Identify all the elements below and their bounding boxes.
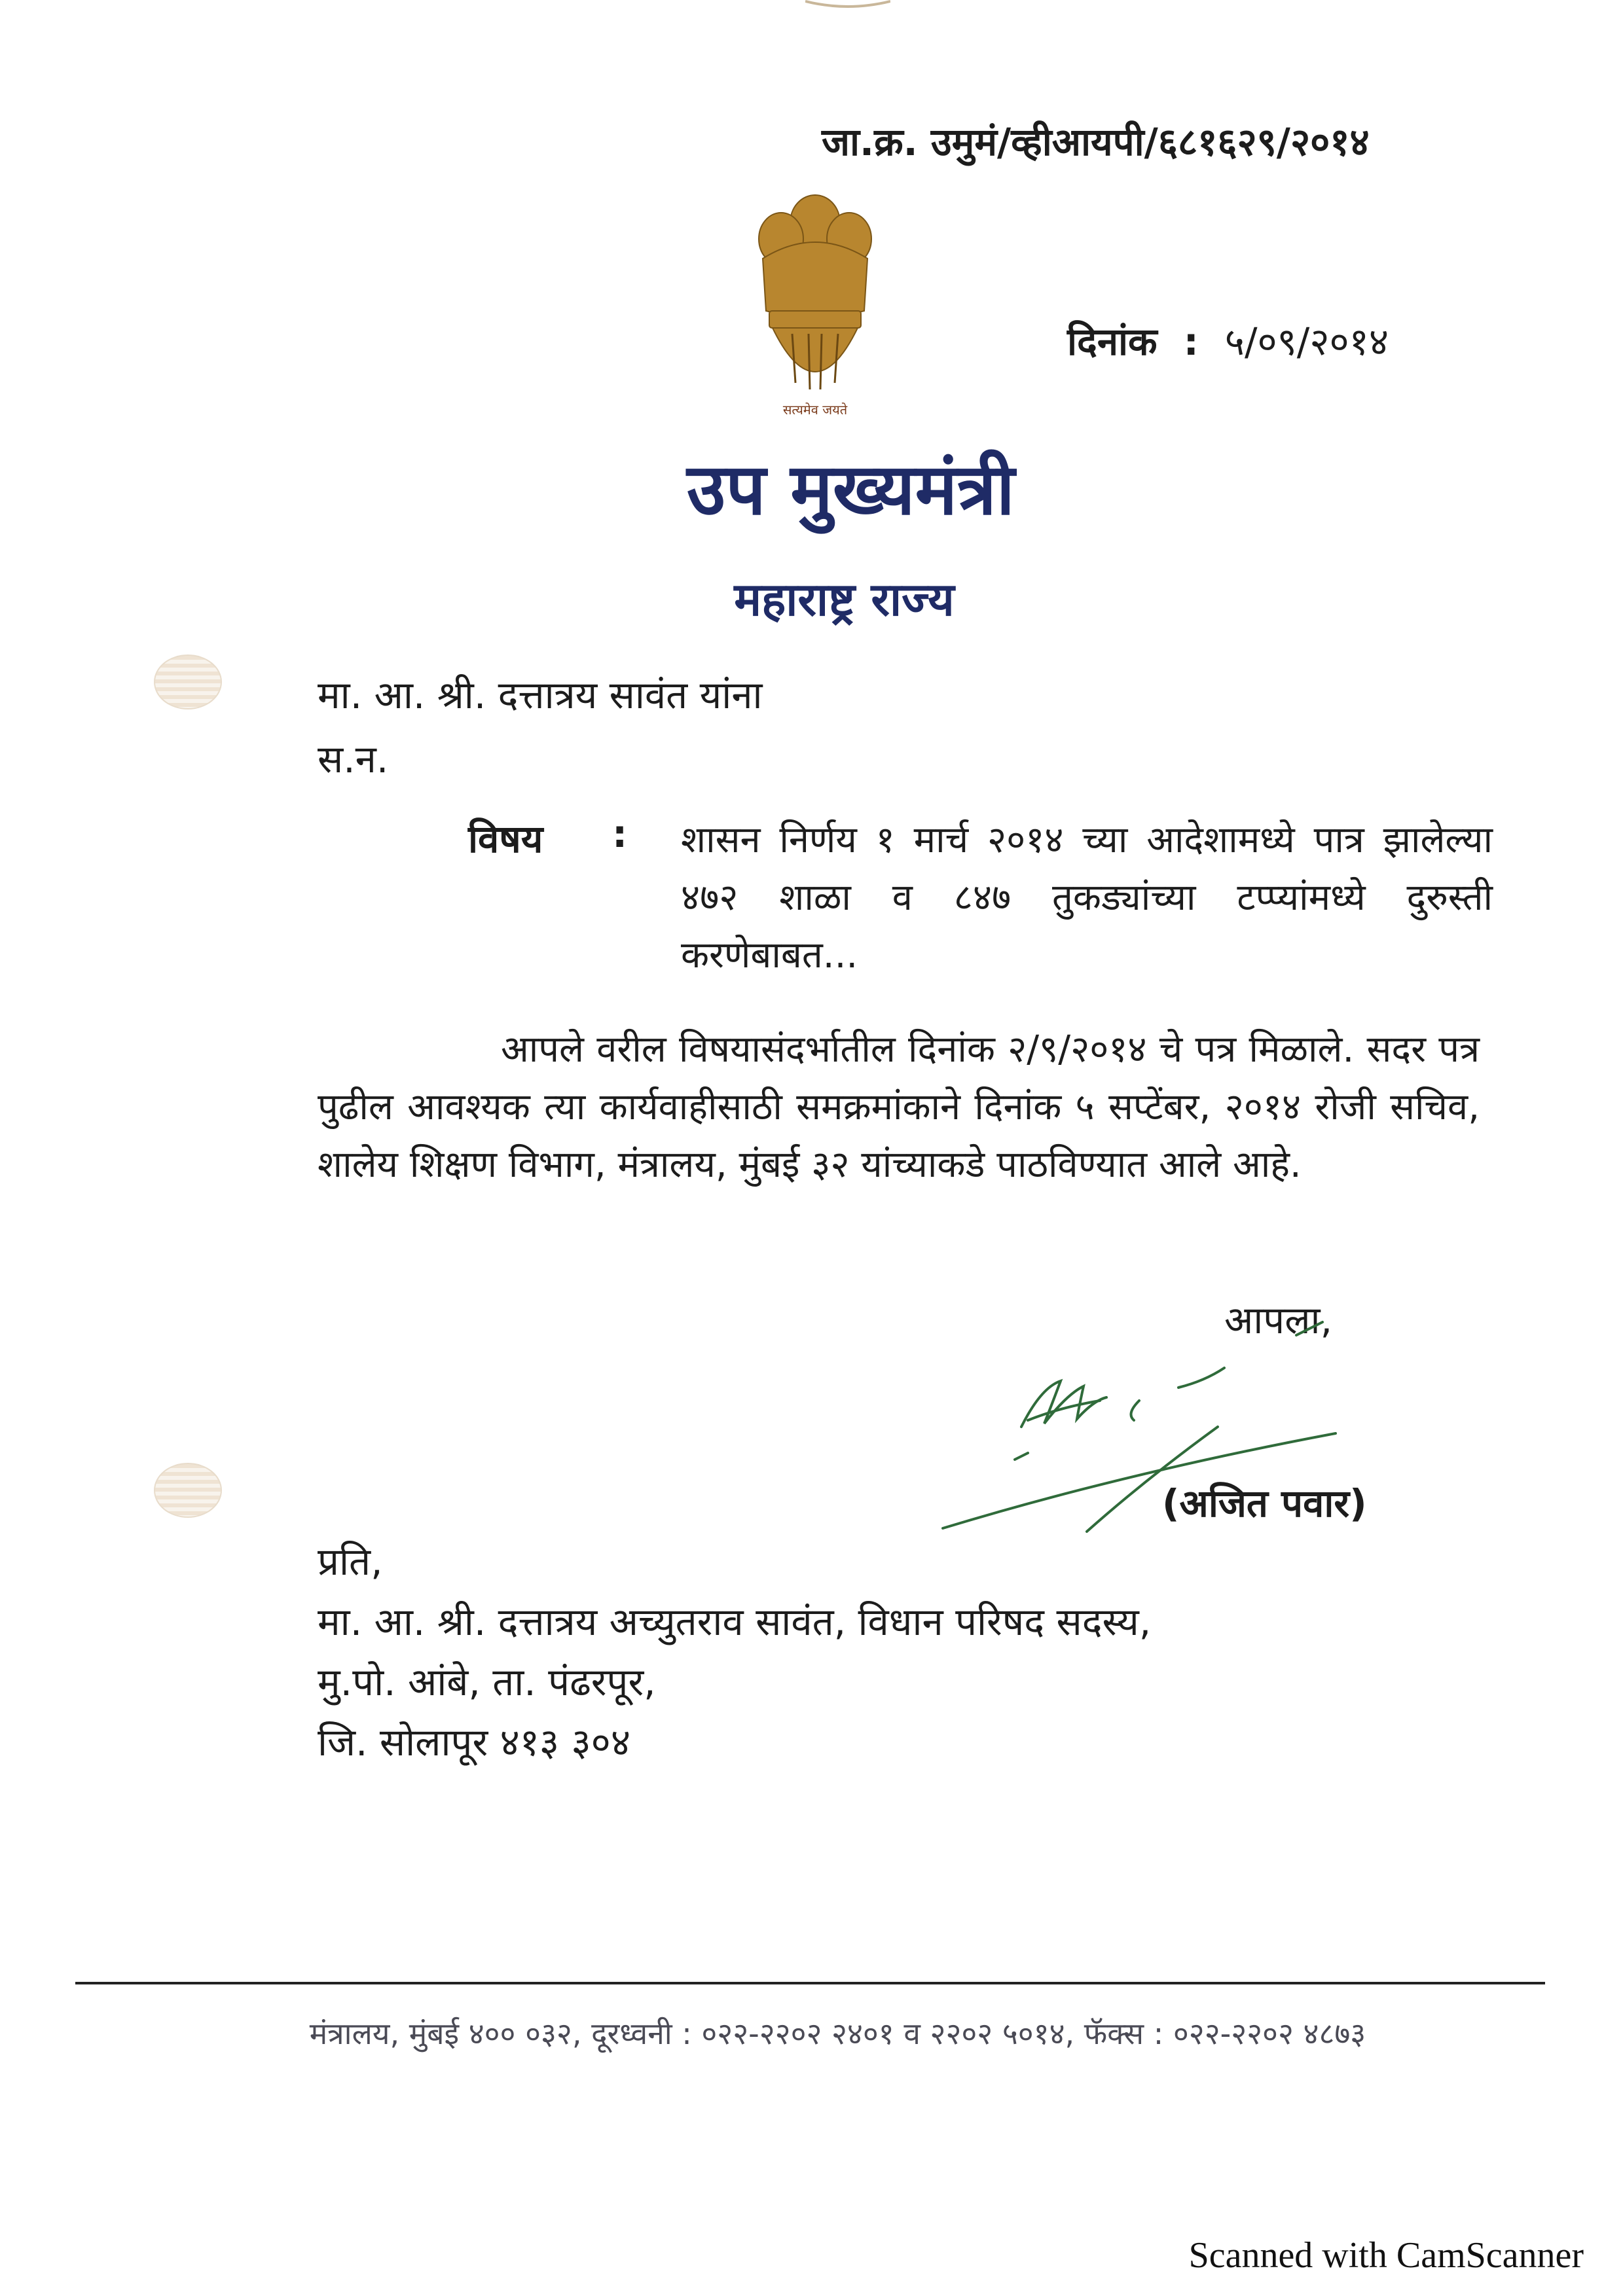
address-block xyxy=(318,1532,1151,1772)
recipient-salutation: मा. आ. श्री. दत्तात्रय सावंत यांना xyxy=(318,673,763,717)
punch-hole-mark xyxy=(154,1463,222,1518)
date-value: ५/०९/२०१४ xyxy=(1224,319,1389,364)
address-line: मु.पो. आंबे, ता. पंढरपूर, xyxy=(318,1660,656,1704)
scanner-watermark: Scanned with CamScanner xyxy=(1188,2235,1584,2276)
footer-contact: मंत्रालय, मुंबई ४०० ०३२, दूरध्वनी : ०२२-२२०२ २४०१ व २२०२ ५०१४, फॅक्स : ०२२-२२०२ ४८७३ xyxy=(309,2016,1366,2051)
office-title: उप मुख्यमंत्री xyxy=(687,449,1015,531)
date-line xyxy=(1067,314,1389,366)
emblem-motto: सत्यमेव जयते xyxy=(782,402,848,418)
punch-hole-mark xyxy=(154,655,222,709)
subject-separator: : xyxy=(612,812,628,856)
closing-text: आपला, xyxy=(1224,1298,1333,1342)
body-paragraph: आपले वरील विषयासंदर्भातील दिनांक २/९/२०१४ चे पत्र मिळाले. सदर पत्र पुढील आवश्यक त्या कार्यवाहीसाठी समक्रमांकाने दिनांक ५ सप्टेंबर, २०१४ रोजी सचिव, शालेय शिक्षण विभाग, मंत्रालय, मुंबई ३२ यांच्याकडे पाठविण्यात आले आहे. xyxy=(318,1028,1480,1186)
subject-label: विषय xyxy=(468,817,543,861)
subject-text: शासन निर्णय १ मार्च २०१४ च्या आदेशामध्ये पात्र झालेल्या ४७२ शाळा व ८४७ तुकड्यांच्या टप्प्यांमध्ये दुरुस्ती करणेबाबत... xyxy=(681,819,1493,977)
greeting: स.न. xyxy=(318,737,389,781)
address-to-label: प्रति, xyxy=(318,1539,383,1584)
reference-number: जा.क्र. उमुमं/व्हीआयपी/६८१६२९/२०१४ xyxy=(822,120,1370,164)
office-state: महाराष्ट्र राज्य xyxy=(734,573,955,626)
footer-divider xyxy=(75,1982,1545,1984)
signatory-name: (अजित पवार) xyxy=(1162,1481,1367,1526)
paper-smudge xyxy=(805,0,890,12)
address-line: मा. आ. श्री. दत्तात्रय अच्युतराव सावंत, विधान परिषद सदस्य, xyxy=(318,1600,1152,1644)
address-line: जि. सोलापूर ४१३ ३०४ xyxy=(318,1720,631,1765)
date-separator: : xyxy=(1183,319,1199,364)
state-emblem-icon xyxy=(743,187,887,422)
date-label: दिनांक xyxy=(1067,319,1158,364)
